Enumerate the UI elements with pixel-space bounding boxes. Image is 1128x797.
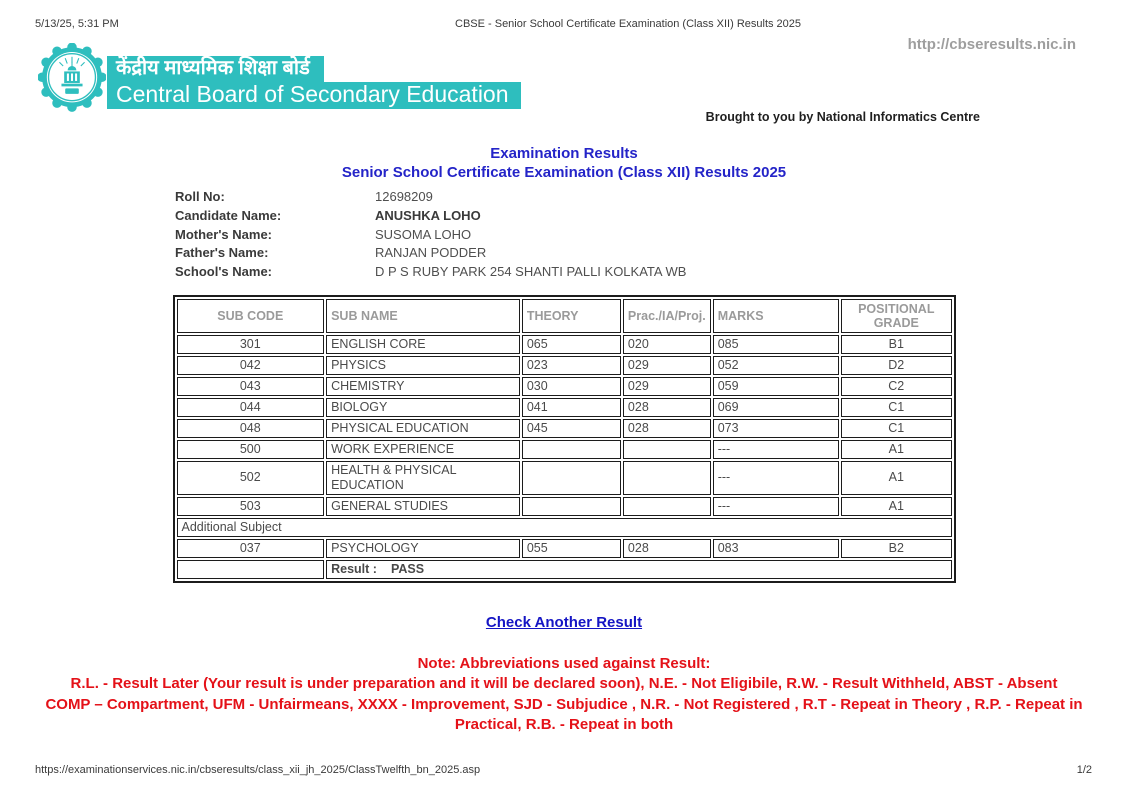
table-row (177, 335, 952, 354)
cell-marks: 059 (713, 377, 839, 396)
cell-sub-name: BIOLOGY (326, 398, 520, 417)
col-header-sub-name: SUB NAME (326, 299, 520, 333)
cell-grade: A1 (841, 440, 951, 459)
cbse-emblem-logo (38, 43, 106, 130)
table-row (177, 377, 952, 396)
print-source-url: https://examinationservices.nic.in/cbseresults/class_xii_jh_2025/ClassTwelfth_bn_2025.asp (35, 764, 481, 776)
table-row (177, 398, 952, 417)
result-row-empty-cell (177, 560, 325, 579)
note-line-comp: COMP – Compartment, UFM - Unfairmeans, XXXX - Improvement, SJD - Subjudice , N.R. - Not Registered , R.T - Repeat in Theory , R.P. - Repeat in Practical, R.B. - Repeat in both (45, 695, 1083, 734)
cell-theory: 030 (522, 377, 621, 396)
cell-prac: 029 (623, 356, 711, 375)
cell-prac: 028 (623, 539, 711, 558)
cell-marks: --- (713, 497, 839, 516)
cell-grade: A1 (841, 497, 951, 516)
check-another-result-link[interactable]: Check Another Result (485, 613, 643, 631)
cell-sub-name: GENERAL STUDIES (326, 497, 520, 516)
abbreviations-note (30, 654, 1098, 736)
print-page-number: 1/2 (1076, 764, 1092, 776)
father-name-value: RANJAN PODDER (375, 245, 487, 261)
cell-marks: 085 (713, 335, 839, 354)
col-header-sub-code: SUB CODE (177, 299, 325, 333)
col-header-marks: MARKS (713, 299, 839, 333)
cell-sub-name: HEALTH & PHYSICAL EDUCATION (326, 461, 520, 495)
marks-table (173, 295, 956, 583)
cell-sub-name: CHEMISTRY (326, 377, 520, 396)
school-name-value: D P S RUBY PARK 254 SHANTI PALLI KOLKATA WB (375, 264, 687, 280)
table-row (177, 461, 952, 495)
cell-prac: 028 (623, 419, 711, 438)
cell-grade: C2 (841, 377, 951, 396)
additional-subject-section-row (177, 518, 952, 537)
cell-theory: 023 (522, 356, 621, 375)
cell-grade: B1 (841, 335, 951, 354)
table-row (177, 356, 952, 375)
table-header-row (177, 299, 952, 333)
cell-sub-code: 037 (177, 539, 325, 558)
exam-title: Senior School Certificate Examination (Class XII) Results 2025 (341, 164, 787, 181)
cell-sub-code: 500 (177, 440, 325, 459)
cell-theory (522, 440, 621, 459)
board-name-banner (107, 56, 521, 109)
cell-sub-code: 048 (177, 419, 325, 438)
nic-tagline: Brought to you by National Informatics Centre (705, 110, 980, 124)
cell-grade: C1 (841, 419, 951, 438)
info-row-father (175, 244, 1128, 263)
mother-name-label: Mother's Name: (175, 226, 272, 242)
father-name-label: Father's Name: (175, 245, 269, 261)
candidate-name-label: Candidate Name: (175, 207, 282, 223)
cbse-emblem-icon (38, 43, 106, 125)
school-name-label: School's Name: (175, 264, 273, 280)
cell-prac (623, 461, 711, 495)
cell-marks: 052 (713, 356, 839, 375)
info-row-roll (175, 188, 1128, 207)
cell-grade: D2 (841, 356, 951, 375)
note-line-rl: R.L. - Result Later (Your result is under preparation and it will be declared soon), N.E. - Not Eligibile, R.W. - Result Withheld, ABST - Absent (70, 675, 1058, 693)
result-value: PASS (390, 561, 425, 576)
print-datetime: 5/13/25, 5:31 PM (35, 18, 119, 30)
cell-prac (623, 440, 711, 459)
site-url-watermark: http://cbseresults.nic.in (907, 36, 1076, 53)
result-page-content (0, 146, 1128, 736)
result-label: Result : (331, 561, 377, 576)
cell-sub-name: PHYSICAL EDUCATION (326, 419, 520, 438)
cell-prac (623, 497, 711, 516)
note-heading: Note: Abbreviations used against Result: (417, 654, 711, 672)
col-header-positional-grade: POSITIONAL GRADE (841, 299, 951, 333)
cell-theory (522, 461, 621, 495)
cell-prac: 029 (623, 377, 711, 396)
cell-marks: --- (713, 440, 839, 459)
cell-sub-code: 301 (177, 335, 325, 354)
print-page-title: CBSE - Senior School Certificate Examination (Class XII) Results 2025 (455, 18, 802, 30)
candidate-info (175, 188, 1128, 282)
info-row-school (175, 263, 1128, 282)
cell-marks: 083 (713, 539, 839, 558)
info-row-candidate (175, 207, 1128, 226)
cell-theory (522, 497, 621, 516)
table-row (177, 539, 952, 558)
info-row-mother (175, 226, 1128, 245)
table-row (177, 419, 952, 438)
cell-sub-code: 502 (177, 461, 325, 495)
additional-subject-label: Additional Subject (177, 518, 952, 537)
roll-no-label: Roll No: (175, 189, 225, 204)
cell-theory: 055 (522, 539, 621, 558)
cell-theory: 045 (522, 419, 621, 438)
cell-grade: B2 (841, 539, 951, 558)
board-name-english: Central Board of Secondary Education (107, 82, 521, 109)
result-status (326, 560, 951, 579)
cell-theory: 065 (522, 335, 621, 354)
col-header-theory: THEORY (522, 299, 621, 333)
cell-theory: 041 (522, 398, 621, 417)
cell-sub-name: ENGLISH CORE (326, 335, 520, 354)
cell-marks: --- (713, 461, 839, 495)
cell-prac: 028 (623, 398, 711, 417)
cell-sub-name: WORK EXPERIENCE (326, 440, 520, 459)
cell-marks: 069 (713, 398, 839, 417)
cell-sub-name: PHYSICS (326, 356, 520, 375)
candidate-name-value: ANUSHKA LOHO (375, 207, 481, 223)
cell-sub-code: 042 (177, 356, 325, 375)
page-title: Examination Results (490, 145, 638, 162)
result-row (177, 560, 952, 579)
cell-marks: 073 (713, 419, 839, 438)
cell-sub-code: 503 (177, 497, 325, 516)
col-header-prac: Prac./IA/Proj. (623, 299, 711, 333)
roll-no-value: 12698209 (375, 189, 433, 204)
table-row (177, 440, 952, 459)
cell-sub-name: PSYCHOLOGY (326, 539, 520, 558)
cell-grade: A1 (841, 461, 951, 495)
table-row (177, 497, 952, 516)
cell-prac: 020 (623, 335, 711, 354)
cell-grade: C1 (841, 398, 951, 417)
cell-sub-code: 044 (177, 398, 325, 417)
cell-sub-code: 043 (177, 377, 325, 396)
mother-name-value: SUSOMA LOHO (375, 226, 472, 242)
board-name-hindi: केंद्रीय माध्यमिक शिक्षा बोर्ड (107, 56, 324, 82)
